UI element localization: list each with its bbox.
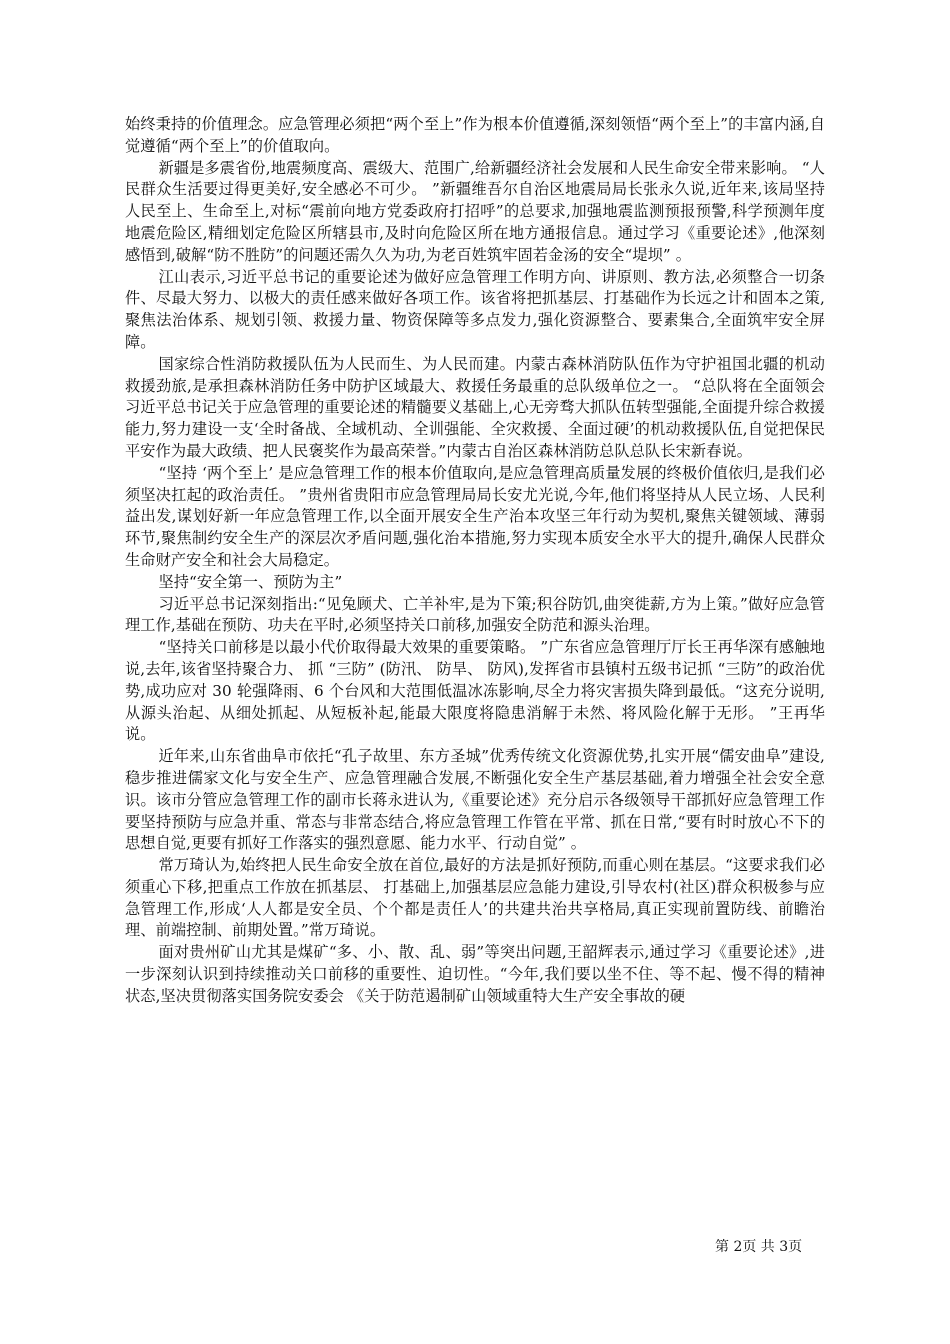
paragraph-8: “坚持关口前移是以最小代价取得最大效果的重要策略。 ”广东省应急管理厅厅长王再华深有感触地说,去年,该省坚持聚合力、 抓 “三防” (防汛、 防旱、 防风),发挥省市县镇村五级书记抓 “三防”的政治优势,成功应对 30 轮强降雨、6 个台风和大范围低温冰冻影响,尽全力将灾害损失降到最低。“这充分说明,从源头治起、从细处抓起、从短板补起,能最大限度将隐患消解于未然、将风险化解于无形。 ”王再华说。 (125, 638, 825, 744)
paragraph-3: 江山表示,习近平总书记的重要论述为做好应急管理工作明方向、讲原则、教方法,必须整合一切条件、尽最大努力、以极大的责任感来做好各项工作。该省将把抓基层、打基础作为长远之计和固本之策,聚焦法治体系、规划引领、救援力量、物资保障等多点发力,强化资源整合、要素集合,全面筑牢安全屏障。 (125, 267, 825, 351)
paragraph-5: “坚持 ‘两个至上’ 是应急管理工作的根本价值取向,是应急管理高质量发展的终极价值依归,是我们必须坚决扛起的政治责任。 ”贵州省贵阳市应急管理局局长安尤光说,今年,他们将坚持从人民立场、人民利益出发,谋划好新一年应急管理工作,以全面开展安全生产治本攻坚三年行动为契机,聚焦关键领域、薄弱环节,聚焦制约安全生产的深层次矛盾问题,强化治本措施,努力实现本质安全水平大的提升,确保人民群众生命财产安全和社会大局稳定。 (125, 463, 825, 569)
paragraph-7: 习近平总书记深刻指出:“见兔顾犬、亡羊补牢,是为下策;积谷防饥,曲突徙薪,方为上策。”做好应急管理工作,基础在预防、功夫在平时,必须坚持关口前移,加强安全防范和源头治理。 (125, 594, 825, 635)
document-body (125, 114, 825, 1008)
page-number-footer: 第 2页 共 3页 (715, 1239, 803, 1255)
paragraph-2: 新疆是多震省份,地震频度高、震级大、范围广,给新疆经济社会发展和人民生命安全带来影响。 “人民群众生活要过得更美好,安全感必不可少。 ”新疆维吾尔自治区地震局局长张永久说,近年来,该局坚持人民至上、生命至上,对标“震前向地方党委政府打招呼”的总要求,加强地震监测预报预警,科学预测年度地震危险区,精细划定危险区所辖县市,及时向危险区所在地方通报信息。通过学习《重要论述》,他深刻感悟到,破解“防不胜防”的问题还需久久为功,为老百姓筑牢固若金汤的安全“堤坝” 。 (125, 158, 825, 264)
paragraph-4: 国家综合性消防救援队伍为人民而生、为人民而建。内蒙古森林消防队伍作为守护祖国北疆的机动救援劲旅,是承担森林消防任务中防护区域最大、救援任务最重的总队级单位之一。 “总队将在全面领会习近平总书记关于应急管理的重要论述的精髓要义基础上,心无旁骛大抓队伍转型强能,全面提升综合救援能力,努力建设一支‘全时备战、全域机动、全训强能、全灾救援、全面过硬’的机动救援队伍,自觉把保民平安作为最大政绩、把人民褒奖作为最高荣誉。”内蒙古自治区森林消防总队总队长宋新春说。 (125, 354, 825, 460)
section-heading: 坚持“安全第一、预防为主” (158, 572, 343, 591)
paragraph-1: 始终秉持的价值理念。应急管理必须把“两个至上”作为根本价值遵循,深刻领悟“两个至上”的丰富内涵,自觉遵循“两个至上”的价值取向。 (125, 115, 825, 155)
paragraph-9: 近年来,山东省曲阜市依托“孔子故里、东方圣城”优秀传统文化资源优势,扎实开展“儒安曲阜”建设,稳步推进儒家文化与安全生产、应急管理融合发展,不断强化安全生产基层基础,着力增强全社会安全意识。该市分管应急管理工作的副市长蒋永进认为,《重要论述》充分启示各级领导干部抓好应急管理工作要坚持预防与应急并重、常态与非常态结合,将应急管理工作管在平常、抓在日常,“要有时时放心不下的思想自觉,更要有抓好工作落实的强烈意愿、能力水平、行动自觉” 。 (125, 747, 825, 853)
paragraph-10: 常万琦认为,始终把人民生命安全放在首位,最好的方法是抓好预防,而重心则在基层。“这要求我们必须重心下移,把重点工作放在抓基层、 打基础上,加强基层应急能力建设,引导农村(社区)群众积极参与应急管理工作,形成‘人人都是安全员、个个都是责任人’的共建共治共享格局,真正实现前置防线、前瞻治理、前端控制、前期处置。”常万琦说。 (125, 856, 825, 940)
paragraph-11: 面对贵州矿山尤其是煤矿“多、小、散、乱、弱”等突出问题,王韶辉表示,通过学习《重要论述》,进一步深刻认识到持续推动关口前移的重要性、迫切性。“今年,我们要以坐不住、等不起、慢不得的精神状态,坚决贯彻落实国务院安委会 《关于防范遏制矿山领域重特大生产安全事故的硬 (125, 943, 825, 1005)
